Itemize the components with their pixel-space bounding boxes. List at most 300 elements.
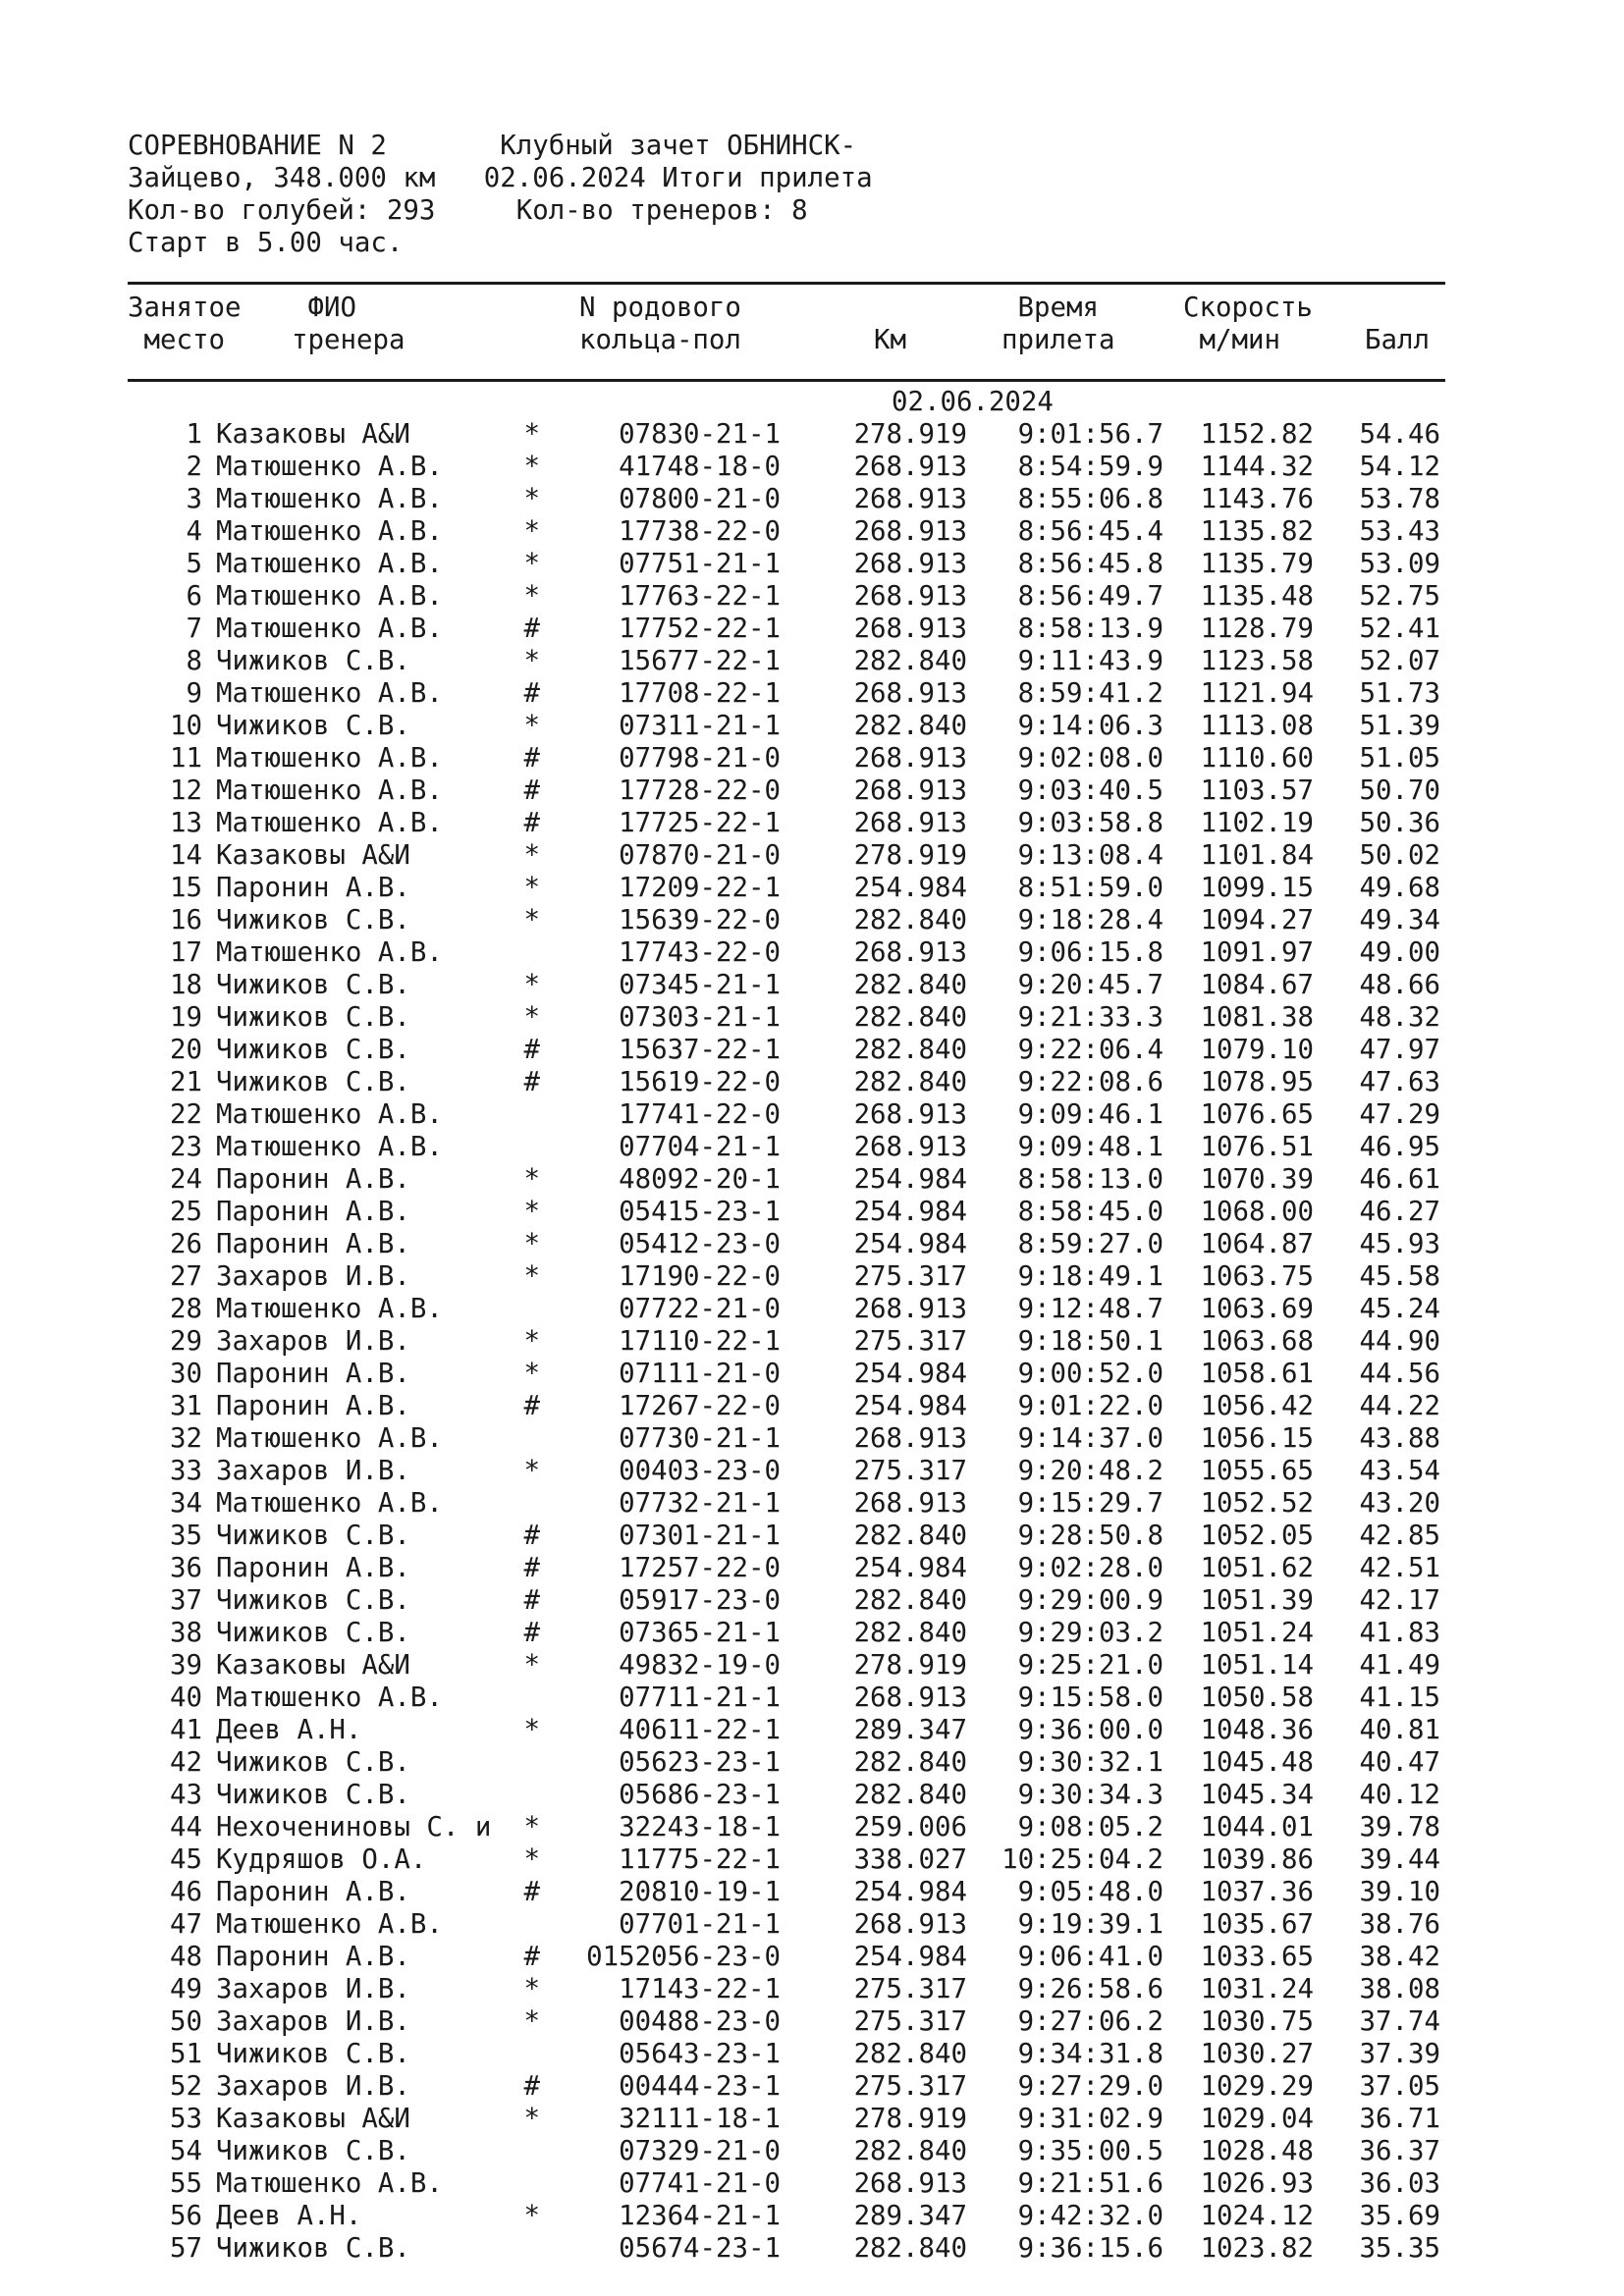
cell-time: 9:21:33.3 (1017, 1002, 1164, 1033)
cell-time: 9:31:02.9 (1017, 2104, 1164, 2134)
cell-ball: 50.36 (1359, 808, 1440, 838)
cell-mark: * (523, 1002, 540, 1033)
cell-time: 9:27:29.0 (1017, 2071, 1164, 2102)
cell-km: 268.913 (853, 678, 967, 709)
cell-ball: 46.95 (1359, 1132, 1440, 1162)
cell-km: 282.840 (853, 1035, 967, 1065)
cell-speed: 1052.52 (1200, 1488, 1314, 1519)
cell-ring: 07329-21-0 (619, 2136, 781, 2166)
cell-speed: 1102.19 (1200, 808, 1314, 838)
cell-km: 282.840 (853, 711, 967, 741)
cell-km: 275.317 (853, 1326, 967, 1357)
cell-time: 9:02:08.0 (1017, 743, 1164, 774)
cell-place: 48 (170, 1942, 202, 1972)
cell-time: 8:54:59.9 (1017, 452, 1164, 482)
cell-speed: 1135.79 (1200, 549, 1314, 579)
cell-time: 8:55:06.8 (1017, 484, 1164, 514)
cell-place: 57 (170, 2233, 202, 2264)
cell-place: 12 (170, 775, 202, 806)
cell-place: 34 (170, 1488, 202, 1519)
cell-km: 282.840 (853, 1585, 967, 1616)
cell-ball: 40.12 (1359, 1780, 1440, 1810)
table-row (0, 1779, 1624, 1811)
table-row (0, 677, 1624, 710)
cell-name: Матюшенко А.В. (216, 549, 443, 579)
cell-place: 55 (170, 2168, 202, 2199)
cell-place: 19 (170, 1002, 202, 1033)
cell-ring: 00444-23-1 (619, 2071, 781, 2102)
cell-mark: # (523, 1553, 540, 1583)
cell-ring: 17725-22-1 (619, 808, 781, 838)
cell-name: Паронин А.В. (216, 1391, 410, 1421)
header-rule-bottom (128, 379, 1445, 382)
table-row (0, 1034, 1624, 1066)
cell-speed: 1044.01 (1200, 1812, 1314, 1842)
cell-name: Чижиков С.В. (216, 1585, 410, 1616)
table-row (0, 969, 1624, 1001)
cell-place: 38 (170, 1618, 202, 1648)
table-row (0, 613, 1624, 645)
cell-ball: 48.32 (1359, 1002, 1440, 1033)
cell-mark: * (523, 873, 540, 903)
cell-place: 53 (170, 2104, 202, 2134)
cell-time: 9:30:34.3 (1017, 1780, 1164, 1810)
cell-km: 268.913 (853, 1488, 967, 1519)
cell-name: Матюшенко А.В. (216, 743, 443, 774)
cell-speed: 1051.39 (1200, 1585, 1314, 1616)
table-row (0, 548, 1624, 580)
table-row (0, 1196, 1624, 1228)
cell-km: 254.984 (853, 1942, 967, 1972)
table-row (0, 1390, 1624, 1422)
cell-mark: * (523, 2201, 540, 2231)
cell-time: 8:58:45.0 (1017, 1197, 1164, 1227)
cell-ball: 54.46 (1359, 419, 1440, 450)
cell-mark: * (523, 1456, 540, 1486)
table-row (0, 1325, 1624, 1358)
cell-speed: 1064.87 (1200, 1229, 1314, 1259)
cell-km: 268.913 (853, 808, 967, 838)
cell-place: 32 (170, 1423, 202, 1454)
cell-place: 15 (170, 873, 202, 903)
cell-place: 49 (170, 1974, 202, 2004)
cell-ring: 07301-21-1 (619, 1521, 781, 1551)
cell-ring: 15619-22-0 (619, 1067, 781, 1097)
cell-ring: 07798-21-0 (619, 743, 781, 774)
cell-name: Матюшенко А.В. (216, 1488, 443, 1519)
table-row (0, 1746, 1624, 1779)
cell-ball: 38.08 (1359, 1974, 1440, 2004)
cell-time: 9:18:50.1 (1017, 1326, 1164, 1357)
cell-speed: 1023.82 (1200, 2233, 1314, 2264)
cell-mark: # (523, 808, 540, 838)
cell-speed: 1051.14 (1200, 1650, 1314, 1681)
cell-ring: 12364-21-1 (619, 2201, 781, 2231)
cell-ball: 53.78 (1359, 484, 1440, 514)
cell-mark: * (523, 1326, 540, 1357)
cell-name: Захаров И.В. (216, 2006, 410, 2037)
table-row (0, 1001, 1624, 1034)
cell-speed: 1030.75 (1200, 2006, 1314, 2037)
table-row (0, 580, 1624, 613)
cell-time: 9:30:32.1 (1017, 1747, 1164, 1778)
cell-ball: 42.85 (1359, 1521, 1440, 1551)
table-row (0, 2232, 1624, 2265)
cell-ring: 15639-22-0 (619, 905, 781, 935)
col-speed-line1: Скорость (1183, 293, 1313, 323)
cell-speed: 1135.82 (1200, 516, 1314, 547)
cell-name: Кудряшов О.А. (216, 1844, 427, 1875)
cell-time: 9:09:48.1 (1017, 1132, 1164, 1162)
cell-km: 268.913 (853, 775, 967, 806)
cell-time: 9:29:03.2 (1017, 1618, 1164, 1648)
cell-mark: * (523, 419, 540, 450)
cell-place: 29 (170, 1326, 202, 1357)
cell-ring: 05412-23-0 (619, 1229, 781, 1259)
cell-ring: 17257-22-0 (619, 1553, 781, 1583)
cell-ring: 07732-21-1 (619, 1488, 781, 1519)
cell-ring: 00403-23-0 (619, 1456, 781, 1486)
cell-time: 9:35:00.5 (1017, 2136, 1164, 2166)
cell-ball: 35.35 (1359, 2233, 1440, 2264)
cell-km: 254.984 (853, 1197, 967, 1227)
cell-name: Чижиков С.В. (216, 2039, 410, 2069)
cell-ring: 05917-23-0 (619, 1585, 781, 1616)
cell-time: 9:01:56.7 (1017, 419, 1164, 450)
table-row (0, 1552, 1624, 1584)
cell-ring: 20810-19-1 (619, 1877, 781, 1907)
cell-speed: 1031.24 (1200, 1974, 1314, 2004)
cell-ball: 45.58 (1359, 1261, 1440, 1292)
cell-name: Матюшенко А.В. (216, 1423, 443, 1454)
cell-ring: 15637-22-1 (619, 1035, 781, 1065)
cell-time: 9:29:00.9 (1017, 1585, 1164, 1616)
cell-mark: * (523, 1812, 540, 1842)
table-row (0, 807, 1624, 839)
cell-ball: 38.42 (1359, 1942, 1440, 1972)
cell-mark: * (523, 581, 540, 612)
cell-speed: 1099.15 (1200, 873, 1314, 903)
cell-name: Чижиков С.В. (216, 1780, 410, 1810)
cell-place: 51 (170, 2039, 202, 2069)
cell-time: 8:56:45.8 (1017, 549, 1164, 579)
col-name-line2: тренера (292, 325, 406, 355)
cell-ball: 53.43 (1359, 516, 1440, 547)
cell-km: 282.840 (853, 1747, 967, 1778)
cell-place: 21 (170, 1067, 202, 1097)
cell-place: 30 (170, 1359, 202, 1389)
cell-time: 9:18:49.1 (1017, 1261, 1164, 1292)
cell-mark: # (523, 1618, 540, 1648)
cell-speed: 1051.62 (1200, 1553, 1314, 1583)
cell-km: 254.984 (853, 1229, 967, 1259)
cell-name: Чижиков С.В. (216, 1035, 410, 1065)
cell-km: 254.984 (853, 1553, 967, 1583)
cell-ring: 17743-22-0 (619, 937, 781, 968)
cell-place: 17 (170, 937, 202, 968)
cell-speed: 1063.68 (1200, 1326, 1314, 1357)
cell-place: 5 (186, 549, 202, 579)
cell-ball: 47.29 (1359, 1099, 1440, 1130)
cell-mark: * (523, 646, 540, 676)
cell-km: 268.913 (853, 1294, 967, 1324)
cell-km: 275.317 (853, 1261, 967, 1292)
cell-name: Чижиков С.В. (216, 905, 410, 935)
cell-ring: 07704-21-1 (619, 1132, 781, 1162)
table-row (0, 515, 1624, 548)
cell-ring: 07800-21-0 (619, 484, 781, 514)
cell-km: 282.840 (853, 1067, 967, 1097)
cell-ball: 47.97 (1359, 1035, 1440, 1065)
cell-ball: 45.24 (1359, 1294, 1440, 1324)
table-row (0, 1228, 1624, 1260)
cell-place: 47 (170, 1909, 202, 1940)
cell-time: 9:11:43.9 (1017, 646, 1164, 676)
cell-name: Паронин А.В. (216, 1229, 410, 1259)
cell-km: 268.913 (853, 452, 967, 482)
cell-ball: 52.07 (1359, 646, 1440, 676)
cell-ring: 07751-21-1 (619, 549, 781, 579)
cell-km: 282.840 (853, 905, 967, 935)
cell-ring: 17741-22-0 (619, 1099, 781, 1130)
cell-time: 9:03:40.5 (1017, 775, 1164, 806)
cell-ring: 15677-22-1 (619, 646, 781, 676)
header-line-competition: СОРЕВНОВАНИЕ N 2 Клубный зачет ОБНИНСК- (128, 131, 857, 161)
cell-mark: * (523, 1974, 540, 2004)
table-row (0, 1131, 1624, 1163)
cell-speed: 1070.39 (1200, 1164, 1314, 1195)
cell-name: Матюшенко А.В. (216, 581, 443, 612)
cell-mark: # (523, 743, 540, 774)
table-row (0, 936, 1624, 969)
cell-name: Захаров И.В. (216, 1456, 410, 1486)
cell-place: 46 (170, 1877, 202, 1907)
cell-ring: 48092-20-1 (619, 1164, 781, 1195)
cell-speed: 1101.84 (1200, 840, 1314, 871)
cell-speed: 1030.27 (1200, 2039, 1314, 2069)
cell-time: 9:03:58.8 (1017, 808, 1164, 838)
cell-name: Захаров И.В. (216, 1261, 410, 1292)
cell-speed: 1045.48 (1200, 1747, 1314, 1778)
cell-ring: 17209-22-1 (619, 873, 781, 903)
cell-km: 278.919 (853, 2104, 967, 2134)
cell-speed: 1123.58 (1200, 646, 1314, 676)
cell-ball: 43.88 (1359, 1423, 1440, 1454)
cell-time: 9:06:41.0 (1017, 1942, 1164, 1972)
table-row (0, 1941, 1624, 1973)
cell-km: 268.913 (853, 484, 967, 514)
cell-km: 282.840 (853, 1618, 967, 1648)
results-date: 02.06.2024 (892, 387, 1054, 417)
cell-ball: 50.02 (1359, 840, 1440, 871)
cell-name: Чижиков С.В. (216, 2136, 410, 2166)
cell-ball: 49.00 (1359, 937, 1440, 968)
cell-mark: # (523, 1067, 540, 1097)
cell-ball: 54.12 (1359, 452, 1440, 482)
cell-km: 268.913 (853, 1909, 967, 1940)
cell-ring: 17728-22-0 (619, 775, 781, 806)
cell-place: 41 (170, 1715, 202, 1745)
cell-ring: 07741-21-0 (619, 2168, 781, 2199)
cell-time: 9:27:06.2 (1017, 2006, 1164, 2037)
cell-place: 4 (186, 516, 202, 547)
cell-ball: 49.68 (1359, 873, 1440, 903)
cell-ring: 05415-23-1 (619, 1197, 781, 1227)
cell-mark: # (523, 1391, 540, 1421)
cell-mark: * (523, 1650, 540, 1681)
cell-time: 9:36:15.6 (1017, 2233, 1164, 2264)
cell-speed: 1094.27 (1200, 905, 1314, 935)
cell-speed: 1076.65 (1200, 1099, 1314, 1130)
cell-ring: 07730-21-1 (619, 1423, 781, 1454)
cell-name: Паронин А.В. (216, 1164, 410, 1195)
cell-name: Захаров И.В. (216, 1974, 410, 2004)
cell-ring: 07701-21-1 (619, 1909, 781, 1940)
cell-ball: 39.78 (1359, 1812, 1440, 1842)
cell-ball: 45.93 (1359, 1229, 1440, 1259)
cell-name: Матюшенко А.В. (216, 775, 443, 806)
cell-ring: 05643-23-1 (619, 2039, 781, 2069)
cell-km: 254.984 (853, 1164, 967, 1195)
table-row (0, 1843, 1624, 1876)
cell-km: 278.919 (853, 1650, 967, 1681)
cell-time: 9:20:45.7 (1017, 970, 1164, 1000)
cell-time: 9:28:50.8 (1017, 1521, 1164, 1551)
col-ball: Балл (1365, 325, 1430, 355)
cell-ball: 41.49 (1359, 1650, 1440, 1681)
cell-place: 52 (170, 2071, 202, 2102)
cell-ring: 07345-21-1 (619, 970, 781, 1000)
cell-name: Чижиков С.В. (216, 2233, 410, 2264)
cell-name: Матюшенко А.В. (216, 1909, 443, 1940)
cell-time: 9:09:46.1 (1017, 1099, 1164, 1130)
cell-name: Чижиков С.В. (216, 1521, 410, 1551)
cell-km: 268.913 (853, 743, 967, 774)
cell-place: 18 (170, 970, 202, 1000)
cell-place: 56 (170, 2201, 202, 2231)
cell-place: 27 (170, 1261, 202, 1292)
cell-place: 42 (170, 1747, 202, 1778)
table-row (0, 1455, 1624, 1487)
cell-speed: 1029.29 (1200, 2071, 1314, 2102)
cell-speed: 1135.48 (1200, 581, 1314, 612)
cell-time: 9:15:29.7 (1017, 1488, 1164, 1519)
table-row (0, 1714, 1624, 1746)
cell-km: 268.913 (853, 2168, 967, 2199)
cell-km: 254.984 (853, 1877, 967, 1907)
cell-mark: * (523, 452, 540, 482)
cell-mark: * (523, 840, 540, 871)
cell-ring: 05686-23-1 (619, 1780, 781, 1810)
cell-ring: 00488-23-0 (619, 2006, 781, 2037)
cell-time: 8:56:45.4 (1017, 516, 1164, 547)
cell-km: 268.913 (853, 614, 967, 644)
table-row (0, 1487, 1624, 1520)
cell-name: Матюшенко А.В. (216, 1682, 443, 1713)
cell-name: Чижиков С.В. (216, 1747, 410, 1778)
cell-place: 40 (170, 1682, 202, 1713)
header-line-location: Зайцево, 348.000 км 02.06.2024 Итоги прилета (128, 163, 873, 193)
cell-ring: 41748-18-0 (619, 452, 781, 482)
col-ring-line1: N родового (579, 293, 741, 323)
cell-mark: * (523, 905, 540, 935)
cell-speed: 1024.12 (1200, 2201, 1314, 2231)
cell-time: 8:56:49.7 (1017, 581, 1164, 612)
cell-time: 9:06:15.8 (1017, 937, 1164, 968)
col-place-line1: Занятое (128, 293, 242, 323)
cell-time: 9:36:00.0 (1017, 1715, 1164, 1745)
cell-ball: 39.44 (1359, 1844, 1440, 1875)
cell-mark: * (523, 1164, 540, 1195)
table-row (0, 2038, 1624, 2070)
cell-place: 3 (186, 484, 202, 514)
table-row (0, 418, 1624, 451)
cell-mark: * (523, 549, 540, 579)
cell-mark: * (523, 2104, 540, 2134)
cell-time: 9:21:51.6 (1017, 2168, 1164, 2199)
cell-ball: 35.69 (1359, 2201, 1440, 2231)
cell-name: Матюшенко А.В. (216, 678, 443, 709)
cell-speed: 1029.04 (1200, 2104, 1314, 2134)
cell-ball: 37.39 (1359, 2039, 1440, 2069)
cell-speed: 1128.79 (1200, 614, 1314, 644)
cell-mark: * (523, 2006, 540, 2037)
cell-name: Матюшенко А.В. (216, 808, 443, 838)
cell-speed: 1110.60 (1200, 743, 1314, 774)
cell-km: 268.913 (853, 549, 967, 579)
cell-time: 9:12:48.7 (1017, 1294, 1164, 1324)
cell-ring: 17190-22-0 (619, 1261, 781, 1292)
table-row (0, 483, 1624, 515)
cell-km: 268.913 (853, 937, 967, 968)
cell-speed: 1078.95 (1200, 1067, 1314, 1097)
cell-speed: 1035.67 (1200, 1909, 1314, 1940)
cell-time: 9:18:28.4 (1017, 905, 1164, 935)
cell-place: 13 (170, 808, 202, 838)
table-row (0, 2135, 1624, 2167)
cell-km: 275.317 (853, 1974, 967, 2004)
table-row (0, 451, 1624, 483)
cell-km: 275.317 (853, 2006, 967, 2037)
cell-ball: 39.10 (1359, 1877, 1440, 1907)
cell-name: Матюшенко А.В. (216, 2168, 443, 2199)
cell-speed: 1039.86 (1200, 1844, 1314, 1875)
cell-name: Паронин А.В. (216, 1553, 410, 1583)
table-row (0, 1617, 1624, 1649)
cell-place: 16 (170, 905, 202, 935)
table-row (0, 904, 1624, 936)
cell-place: 8 (186, 646, 202, 676)
cell-ring: 07711-21-1 (619, 1682, 781, 1713)
results-table-body (0, 418, 1624, 2265)
cell-time: 9:20:48.2 (1017, 1456, 1164, 1486)
header-line-counts: Кол-во голубей: 293 Кол-во тренеров: 8 (128, 195, 808, 226)
cell-ring: 17267-22-0 (619, 1391, 781, 1421)
cell-time: 8:58:13.9 (1017, 614, 1164, 644)
cell-name: Паронин А.В. (216, 1877, 410, 1907)
cell-place: 54 (170, 2136, 202, 2166)
cell-speed: 1113.08 (1200, 711, 1314, 741)
cell-km: 289.347 (853, 1715, 967, 1745)
cell-name: Паронин А.В. (216, 1942, 410, 1972)
cell-place: 43 (170, 1780, 202, 1810)
cell-ball: 43.54 (1359, 1456, 1440, 1486)
cell-name: Нехочениновы С. и (216, 1812, 492, 1842)
cell-time: 9:19:39.1 (1017, 1909, 1164, 1940)
cell-speed: 1063.69 (1200, 1294, 1314, 1324)
cell-name: Чижиков С.В. (216, 711, 410, 741)
cell-speed: 1091.97 (1200, 937, 1314, 968)
